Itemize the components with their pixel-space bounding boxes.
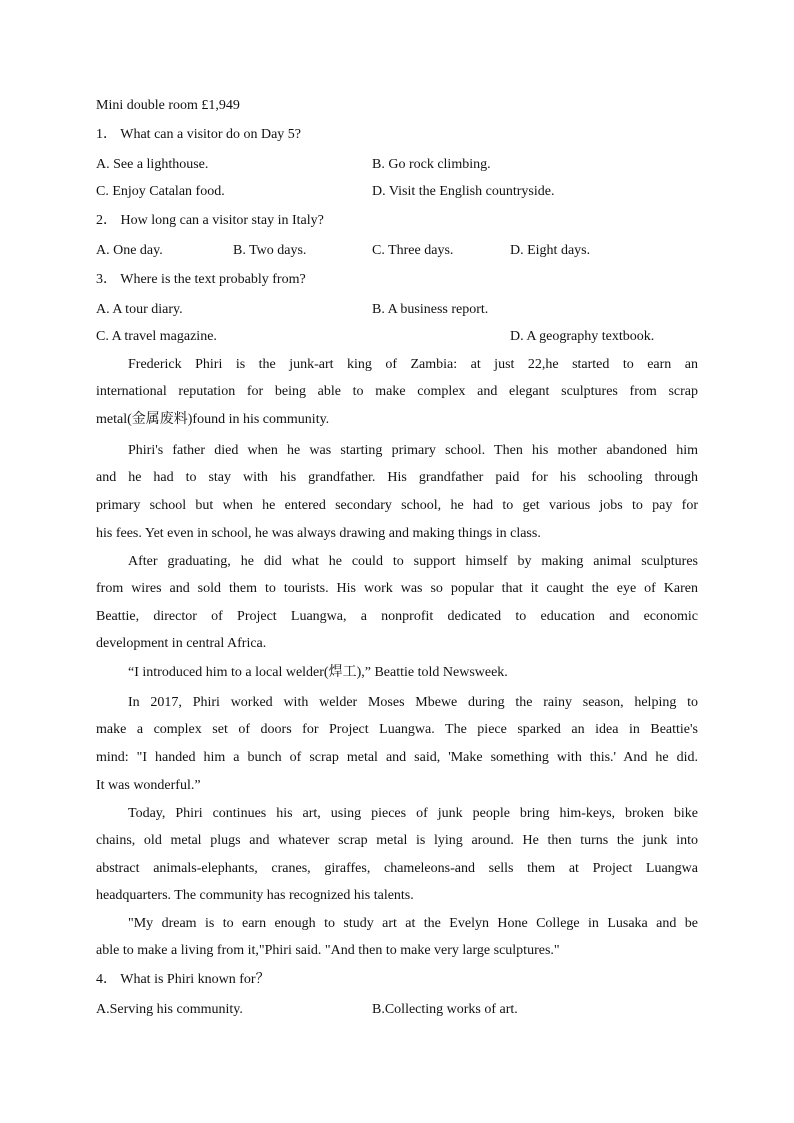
passage-line: from wires and sold them to tourists. His work was so popular that it caught the eye of Karen: [96, 581, 698, 596]
passage-line: chains, old metal plugs and whatever scrap metal is lying around. He then turns the junk into: [96, 833, 698, 848]
q1-option-b: B. Go rock climbing.: [372, 157, 491, 172]
q1-option-c: C. Enjoy Catalan food.: [96, 184, 225, 199]
passage-line: metal(金属废料)found in his community.: [96, 412, 330, 427]
q4-option-a: A.Serving his community.: [96, 1002, 243, 1017]
passage-line: able to make a living from it,"Phiri said. "And then to make very large sculptures.": [96, 943, 560, 958]
passage-line: and he had to stay with his grandfather. His grandfather paid for his schooling through: [96, 470, 698, 485]
passage-line: abstract animals-elephants, cranes, giraffes, chameleons-and sells them at Project Luangwa: [96, 861, 698, 876]
passage-line: "My dream is to earn enough to study art at the Evelyn Hone College in Lusaka and be: [128, 916, 698, 931]
passage-line: Today, Phiri continues his art, using pieces of junk people bring him-keys, broken bike: [128, 806, 698, 821]
q3-option-b: B. A business report.: [372, 302, 489, 317]
question-4: 4． What is Phiri known for？: [96, 972, 270, 987]
passage-line: mind: "I handed him a bunch of scrap metal and said, 'Make something with this.' And he did.: [96, 750, 698, 765]
passage-line: development in central Africa.: [96, 636, 267, 651]
passage-line: Beattie, director of Project Luangwa, a nonprofit dedicated to education and economic: [96, 609, 698, 624]
q2-option-d: D. Eight days.: [510, 243, 591, 258]
question-2: 2． How long can a visitor stay in Italy?: [96, 213, 324, 228]
q2-option-b: B. Two days.: [233, 243, 307, 258]
q1-option-d: D. Visit the English countryside.: [372, 184, 555, 199]
passage-line: primary school but when he entered secondary school, he had to get various jobs to pay for: [96, 498, 698, 513]
question-1: 1． What can a visitor do on Day 5?: [96, 127, 302, 142]
passage-line: headquarters. The community has recognized his talents.: [96, 888, 414, 903]
q2-option-c: C. Three days.: [372, 243, 454, 258]
passage-line: “I introduced him to a local welder(焊工),” Beattie told Newsweek.: [128, 665, 508, 680]
q1-option-a: A. See a lighthouse.: [96, 157, 209, 172]
passage-line: his fees. Yet even in school, he was always drawing and making things in class.: [96, 526, 541, 541]
passage-line: It was wonderful.”: [96, 778, 201, 793]
q4-option-b: B.Collecting works of art.: [372, 1002, 518, 1017]
passage-line: international reputation for being able to make complex and elegant sculptures from scrap: [96, 384, 698, 399]
passage-line: In 2017, Phiri worked with welder Moses Mbewe during the rainy season, helping to: [128, 695, 698, 710]
passage-line: Frederick Phiri is the junk-art king of Zambia: at just 22,he started to earn an: [128, 357, 698, 372]
q3-option-c: C. A travel magazine.: [96, 329, 217, 344]
passage-line: Phiri's father died when he was starting primary school. Then his mother abandoned him: [128, 443, 698, 458]
q3-option-a: A. A tour diary.: [96, 302, 183, 317]
passage-line: make a complex set of doors for Project Luangwa. The piece sparked an idea in Beattie's: [96, 722, 698, 737]
room-price-line: Mini double room £1,949: [96, 98, 240, 113]
passage-line: After graduating, he did what he could to support himself by making animal sculptures: [128, 554, 698, 569]
question-3: 3． Where is the text probably from?: [96, 272, 306, 287]
q2-option-a: A. One day.: [96, 243, 163, 258]
q3-option-d: D. A geography textbook.: [510, 329, 655, 344]
